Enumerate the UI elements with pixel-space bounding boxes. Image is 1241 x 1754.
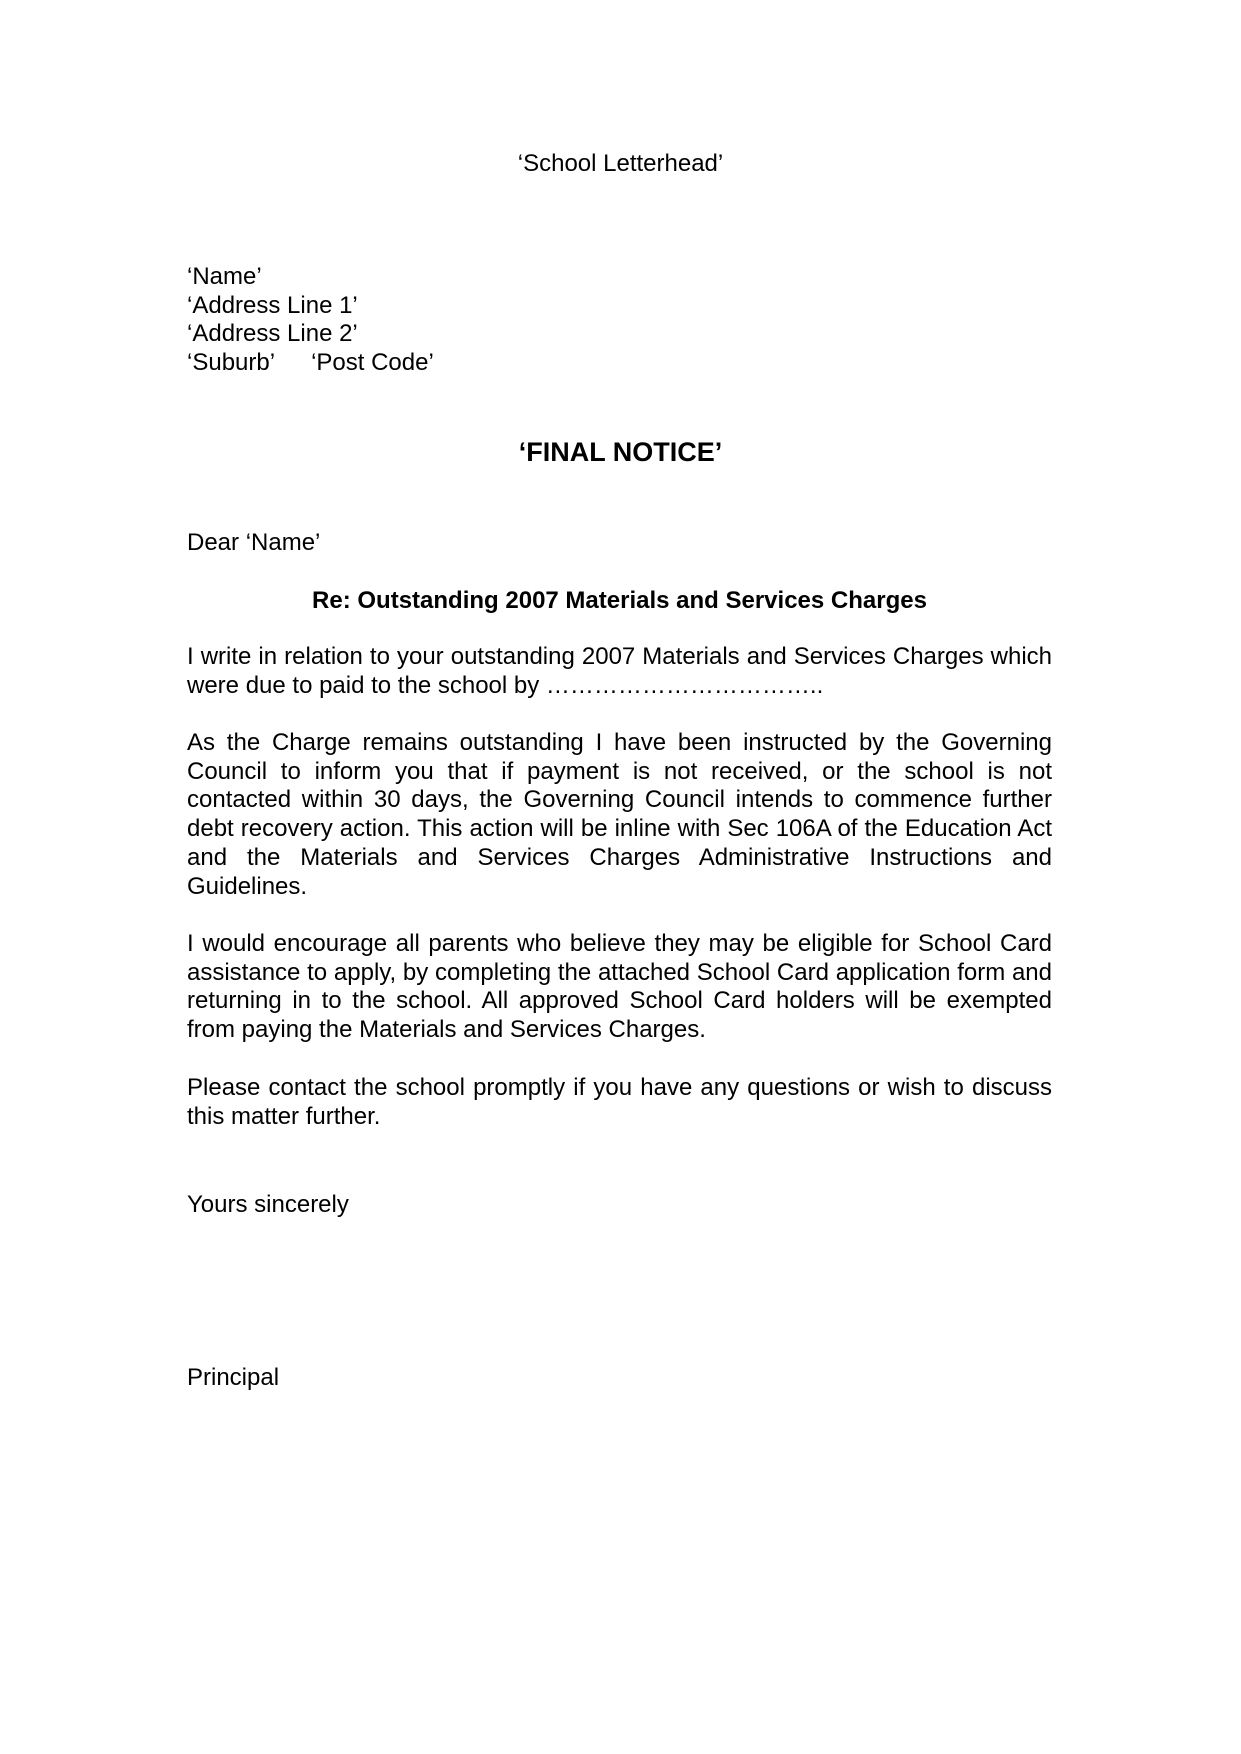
salutation: Dear ‘Name’	[187, 529, 321, 556]
signature-title: Principal	[187, 1364, 280, 1391]
notice-title: ‘FINAL NOTICE’	[518, 437, 723, 467]
letterhead: ‘School Letterhead’	[517, 150, 724, 177]
subject-line: Re: Outstanding 2007 Materials and Services Charges	[312, 587, 927, 614]
address-line-1: ‘Address Line 1’	[187, 291, 358, 319]
recipient-name: ‘Name’	[187, 263, 262, 290]
address-line-2: ‘Address Line 2’	[187, 320, 358, 347]
body-paragraph-2: As the Charge remains outstanding I have been instructed by the Governing Council to inform you that if payment is not received, or the school is not contacted within 30 days, the Governing Council intends to commence further debt recovery action. This action will be inline with Sec 106A of the Education Act and the Materials and Services Charges Administrative Instructions and Guidelines.	[187, 729, 1052, 900]
recipient-address-block	[187, 263, 434, 377]
suburb-postcode-line	[187, 349, 434, 378]
body-paragraph-3: I would encourage all parents who believe they may be eligible for School Card assistance to apply, by completing the attached School Card application form and returning in to the school. All approved School Card holders will be exempted from paying the Materials and Services Charges.	[187, 930, 1052, 1044]
body-paragraph-4: Please contact the school promptly if you have any questions or wish to discuss this matter further.	[187, 1074, 1052, 1130]
suburb: ‘Suburb’	[187, 348, 276, 376]
closing: Yours sincerely	[187, 1191, 349, 1218]
body-paragraph-1: I write in relation to your outstanding 2007 Materials and Services Charges which were due to paid to the school by ……………………………..	[187, 643, 1052, 699]
post-code: ‘Post Code’	[311, 348, 434, 376]
